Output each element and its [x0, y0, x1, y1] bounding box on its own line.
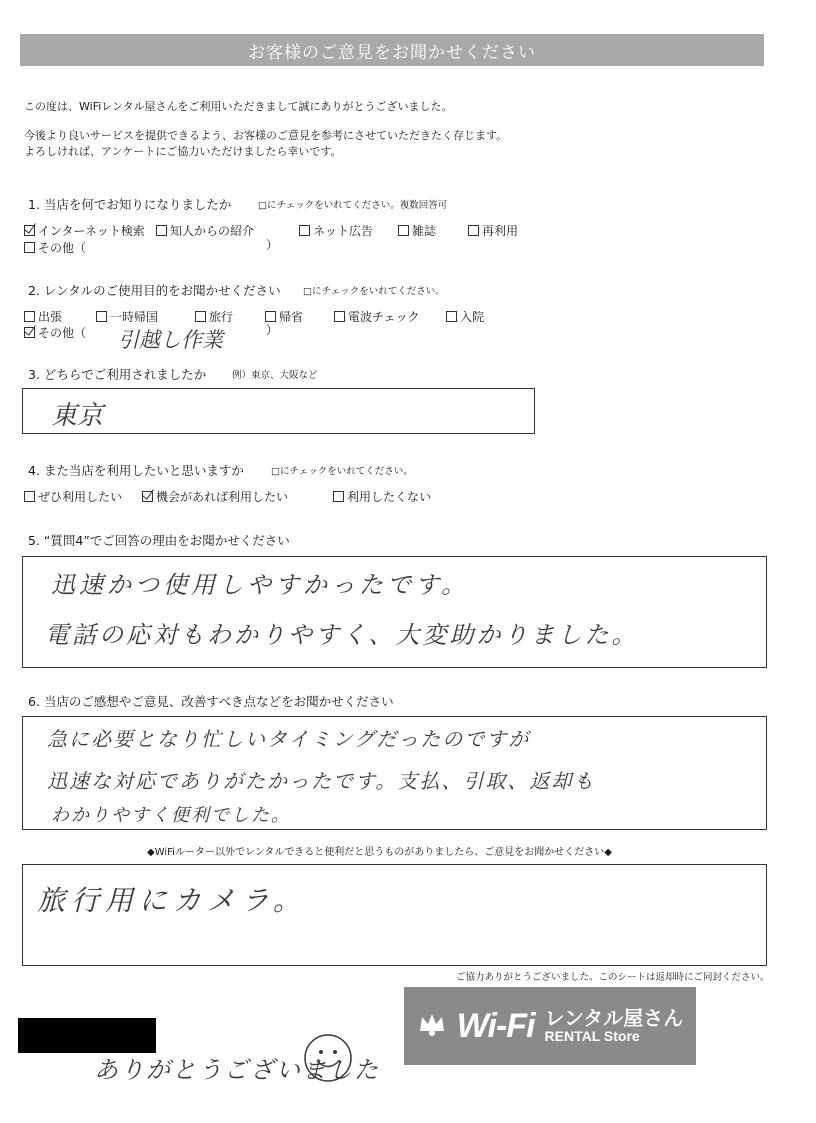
smiley-icon [300, 1030, 356, 1090]
q1-option-net-ad[interactable]: ネット広告 [299, 222, 373, 239]
q1-option-reuse[interactable]: 再利用 [468, 222, 518, 239]
q4-option-if-chance[interactable]: 機会があれば利用したい [142, 488, 288, 505]
checkbox-icon[interactable] [334, 311, 345, 322]
q1-option-magazine[interactable]: 雑誌 [398, 222, 436, 239]
q4-option-definitely[interactable]: ぜひ利用したい [24, 488, 122, 505]
q2-note: □にチェックをいれてください。 [303, 286, 445, 297]
wifi-rental-logo [404, 987, 696, 1065]
q2-option-other[interactable]: その他（ [24, 324, 86, 341]
handwritten-thanks: ありがとうございました [94, 1056, 380, 1084]
checkbox-checked-icon[interactable] [24, 225, 35, 236]
checkbox-icon[interactable] [468, 225, 479, 236]
q4-option-no[interactable]: 利用したくない [333, 488, 431, 505]
q6-answer-box[interactable] [22, 716, 767, 830]
q1-note: □にチェックをいれてください。複数回答可 [258, 200, 448, 211]
logo-jp-text: レンタル屋さん [544, 1006, 684, 1031]
q1-option-internet[interactable]: インターネット検索 [24, 222, 145, 239]
checkbox-icon[interactable] [446, 311, 457, 322]
footer-thanks: ご協力ありがとうございました。このシートは返却時にご同封ください。 [456, 972, 770, 983]
logo-subtext [545, 1007, 684, 1044]
checkbox-icon[interactable] [299, 225, 310, 236]
q1-option-other[interactable]: その他（ [24, 239, 86, 256]
q4-title: 4. また当店を利用したいと思いますか [28, 463, 244, 478]
q6-answer-line-2: 迅速な対応でありがたかったです。支払、引取、返却も [47, 769, 596, 793]
intro-line-1: この度は、WiFiレンタル屋さんをご利用いただきまして誠にありがとうございました。 [24, 100, 453, 113]
q7-answer: 旅行用にカメラ。 [37, 884, 307, 917]
q6-answer-line-3: わかりやすく便利でした。 [51, 805, 291, 826]
q1-option-referral[interactable]: 知人からの紹介 [156, 222, 254, 239]
q5-answer-line-2: 電話の応対もわかりやすく、大変助かりました。 [45, 621, 639, 649]
q2-other-answer: 引越し作業 [118, 328, 223, 352]
survey-title-text: お客様のご意見をお聞かせください [248, 42, 536, 63]
q2-option-homecoming[interactable]: 帰省 [265, 308, 303, 325]
q7-title: ◆WiFiルーター以外でレンタルできると便利だと思うものがありましたら、ご意見をお聞かせください◆ [147, 847, 612, 858]
q2-title: 2. レンタルのご使用目的をお聞かせください [28, 283, 281, 298]
intro-line-3: よろしければ、アンケートにご協力いただけましたら幸いです。 [24, 145, 342, 158]
checkbox-checked-icon[interactable] [24, 327, 35, 338]
survey-title [20, 34, 764, 66]
q3-title: 3. どちらでご利用されましたか [28, 367, 207, 382]
checkbox-icon[interactable] [398, 225, 409, 236]
q1-other-close-paren: ） [266, 238, 279, 252]
checkbox-checked-icon[interactable] [142, 491, 153, 502]
redacted-block [18, 1018, 156, 1053]
q2-option-hospital[interactable]: 入院 [446, 308, 484, 325]
q6-answer-line-1: 急に必要となり忙しいタイミングだったのですが [47, 727, 531, 751]
checkbox-icon[interactable] [24, 242, 35, 253]
q7-answer-box[interactable] [22, 864, 767, 966]
q2-option-signal-check[interactable]: 電波チェック [334, 308, 420, 325]
checkbox-icon[interactable] [24, 491, 35, 502]
q6-title: 6. 当店のご感想やご意見、改善すべき点などをお聞かせください [28, 694, 394, 709]
checkbox-icon[interactable] [333, 491, 344, 502]
q5-answer-line-1: 迅速かつ使用しやすかったです。 [51, 571, 470, 599]
checkbox-icon[interactable] [195, 311, 206, 322]
q5-answer-box[interactable] [22, 556, 767, 668]
q3-example: 例）東京、大阪など [232, 370, 318, 381]
q4-note: □にチェックをいれてください。 [271, 466, 413, 477]
checkbox-icon[interactable] [96, 311, 107, 322]
crown-icon [417, 1009, 447, 1043]
checkbox-icon[interactable] [156, 225, 167, 236]
q5-title: 5. “質問4”でご回答の理由をお聞かせください [28, 533, 290, 548]
q1-title: 1. 当店を何でお知りになりましたか [28, 197, 232, 212]
q3-answer: 東京 [51, 401, 104, 431]
checkbox-icon[interactable] [24, 311, 35, 322]
q2-option-travel[interactable]: 旅行 [195, 308, 233, 325]
logo-wifi-text: Wi-Fi [456, 1006, 535, 1045]
q2-option-return-home[interactable]: 一時帰国 [96, 308, 158, 325]
q2-option-business[interactable]: 出張 [24, 308, 62, 325]
intro-line-2: 今後より良いサービスを提供できるよう、お客様のご意見を参考にさせていただきたく存じます。 [24, 129, 508, 142]
logo-en-text: RENTAL Store [544, 1028, 640, 1045]
q3-answer-box[interactable] [22, 388, 535, 434]
q2-other-close-paren: ） [266, 323, 279, 337]
